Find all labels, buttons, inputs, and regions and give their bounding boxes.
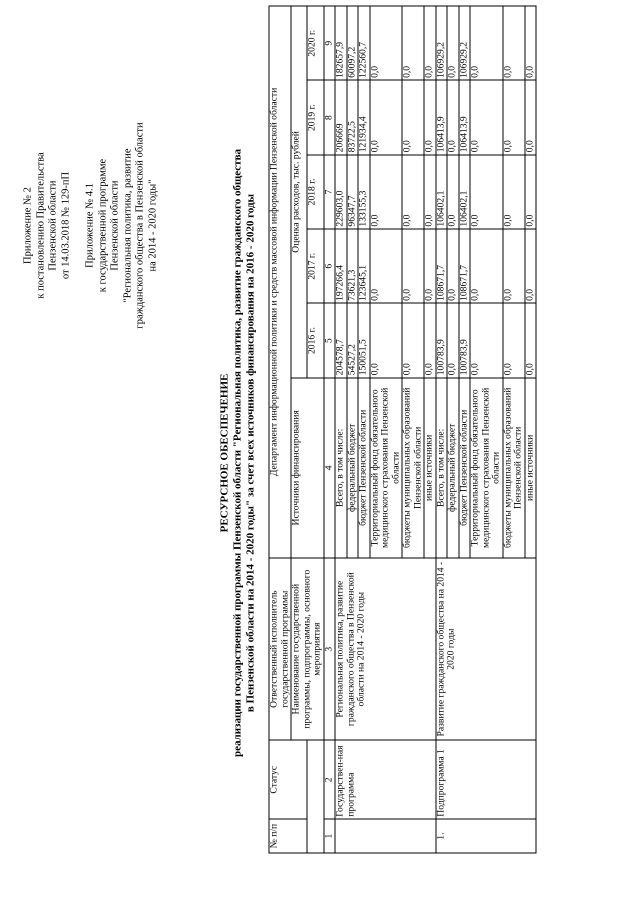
appendix-line: Приложение № 2	[22, 186, 33, 264]
column-number: 2	[323, 740, 335, 819]
source-cell: бюджеты муниципальных образований Пензенской области	[402, 377, 424, 557]
source-cell: Всего, в том числе:	[335, 377, 347, 557]
value-cell: 106929,2	[435, 6, 447, 80]
column-number: 7	[323, 154, 335, 228]
appendix-line: "Региональная политика, развитие	[121, 147, 133, 303]
status-cell: Государствен-ная программа	[335, 740, 436, 819]
appendix-block	[22, 35, 159, 415]
value-cell: 0,0	[402, 303, 424, 377]
table-row	[335, 6, 347, 853]
appendix-line: на 2014 - 2020 годы"	[146, 179, 158, 271]
value-cell: 73621,3	[346, 229, 358, 303]
source-cell: Всего, в том числе:	[435, 377, 447, 557]
value-cell: 0,0	[524, 229, 536, 303]
program-name-cell: Региональная политика, развитие гражданского общества в Пензенской области на 2014 - 2020 годы	[335, 557, 436, 739]
column-number: 3	[323, 557, 335, 739]
column-number: 6	[323, 229, 335, 303]
appendix-line: к постановлению Правительства	[34, 151, 46, 299]
column-number: 8	[323, 80, 335, 154]
header-status: Статус	[269, 740, 307, 819]
value-cell: 0,0	[470, 229, 503, 303]
value-cell: 0,0	[424, 6, 436, 80]
value-cell: 229603,0	[335, 154, 347, 228]
value-cell: 0,0	[524, 303, 536, 377]
value-cell: 0,0	[369, 6, 402, 80]
table-row	[435, 6, 447, 853]
column-number: 4	[323, 377, 335, 557]
row-number	[335, 819, 436, 853]
source-cell: бюджет Пензенской области	[358, 377, 370, 557]
value-cell: 0,0	[524, 154, 536, 228]
value-cell: 0,0	[424, 80, 436, 154]
value-cell: 0,0	[402, 229, 424, 303]
header-year: 2017 г.	[307, 229, 323, 303]
value-cell: 0,0	[424, 154, 436, 228]
table-body	[269, 6, 536, 853]
value-cell: 0,0	[369, 154, 402, 228]
appendix-line: к государственной программе	[96, 158, 108, 292]
column-number: 9	[323, 6, 335, 80]
value-cell: 133155,3	[358, 154, 370, 228]
appendix-gap	[72, 35, 84, 415]
value-cell: 96347,7	[346, 154, 358, 228]
value-cell: 0,0	[470, 303, 503, 377]
header-row	[269, 6, 291, 853]
column-number-row	[323, 6, 335, 853]
value-cell: 106929,2	[458, 6, 470, 80]
value-cell: 0,0	[369, 80, 402, 154]
value-cell: 121934,4	[358, 80, 370, 154]
value-cell: 0,0	[402, 6, 424, 80]
header-source: Источники финансирования	[291, 377, 324, 557]
value-cell: 0,0	[369, 303, 402, 377]
value-cell: 182657,9	[335, 6, 347, 80]
column-number: 5	[323, 303, 335, 377]
value-cell: 0,0	[447, 80, 459, 154]
value-cell: 0,0	[369, 229, 402, 303]
source-cell: иные источники	[424, 377, 436, 557]
value-cell: 0,0	[447, 6, 459, 80]
value-cell: 0,0	[447, 303, 459, 377]
source-cell: федеральный бюджет	[346, 377, 358, 557]
value-cell: 100783,9	[435, 303, 447, 377]
appendix-line: гражданского общества в Пензенской области	[134, 121, 145, 329]
value-cell: 106402,1	[435, 154, 447, 228]
header-executor: Ответственный исполнитель государственной программы	[269, 557, 291, 739]
value-cell: 0,0	[447, 154, 459, 228]
title-heading: РЕСУРСНОЕ ОБЕСПЕЧЕНИЕ	[218, 373, 230, 532]
source-cell: иные источники	[524, 377, 536, 557]
header-row	[291, 6, 307, 853]
column-number: 1	[323, 819, 335, 853]
header-num: № п/п	[269, 819, 307, 853]
value-cell: 0,0	[502, 303, 524, 377]
resource-table	[268, 5, 536, 853]
value-cell: 106413,9	[458, 80, 470, 154]
title-line: в Пензенской области на 2014 - 2020 годы" за счет всех источников финансирования на 2016 - 2020 годы	[244, 193, 256, 712]
source-cell: Территориальный фонд обязательного медицинского страхования Пензенской области	[470, 377, 503, 557]
value-cell: 0,0	[524, 80, 536, 154]
value-cell: 100783,9	[458, 303, 470, 377]
value-cell: 0,0	[470, 80, 503, 154]
value-cell: 0,0	[424, 303, 436, 377]
source-cell: бюджет Пензенской области	[458, 377, 470, 557]
document-title	[218, 0, 257, 905]
source-cell: Территориальный фонд обязательного медицинского страхования Пензенской области	[369, 377, 402, 557]
status-cell: Подпрограмма 1	[435, 740, 536, 819]
value-cell: 0,0	[424, 229, 436, 303]
value-cell: 0,0	[524, 6, 536, 80]
header-spacer	[307, 740, 323, 853]
header-department: Департамент информационной политики и средств массовой информации Пензенской области	[269, 6, 291, 558]
value-cell: 0,0	[502, 80, 524, 154]
appendix-line: Пензенской области	[47, 179, 58, 271]
value-cell: 0,0	[402, 80, 424, 154]
header-year: 2020 г.	[307, 6, 323, 80]
header-name: Наименование государственной программы, подпрограммы, основного мероприятия	[291, 557, 324, 739]
value-cell: 0,0	[502, 154, 524, 228]
value-cell: 0,0	[402, 154, 424, 228]
value-cell: 60097,2	[346, 6, 358, 80]
row-number: 1.	[435, 819, 536, 853]
header-year: 2019 г.	[307, 80, 323, 154]
value-cell: 123645,1	[358, 229, 370, 303]
program-name-cell: Развитие гражданского общества на 2014 - 2020 годы	[435, 557, 536, 739]
header-year: 2016 г.	[307, 303, 323, 377]
header-year: 2018 г.	[307, 154, 323, 228]
appendix-line: от 14.03.2018 № 129-пП	[59, 171, 71, 279]
value-cell: 0,0	[470, 6, 503, 80]
value-cell: 106413,9	[435, 80, 447, 154]
value-cell: 54527,2	[346, 303, 358, 377]
appendix-line: Пензенской области	[109, 179, 120, 271]
value-cell: 122560,7	[358, 6, 370, 80]
value-cell: 108671,7	[435, 229, 447, 303]
value-cell: 108671,7	[458, 229, 470, 303]
value-cell: 0,0	[502, 6, 524, 80]
value-cell: 0,0	[470, 154, 503, 228]
appendix-line: Приложение № 4.1	[84, 182, 95, 268]
value-cell: 204578,7	[335, 303, 347, 377]
title-line: реализации государственной программы Пензенской области "Региональная политика, развитие гражданского общества	[231, 148, 243, 757]
value-cell: 0,0	[502, 229, 524, 303]
value-cell: 150051,5	[358, 303, 370, 377]
value-cell: 83722,5	[346, 80, 358, 154]
header-estimate: Оценка расходов, тыс. рублей	[291, 6, 307, 378]
value-cell: 0,0	[447, 229, 459, 303]
value-cell: 197266,4	[335, 229, 347, 303]
value-cell: 106402,1	[458, 154, 470, 228]
value-cell: 206669	[335, 80, 347, 154]
source-cell: федеральный бюджет	[447, 377, 459, 557]
source-cell: бюджеты муниципальных образований Пензенской области	[502, 377, 524, 557]
